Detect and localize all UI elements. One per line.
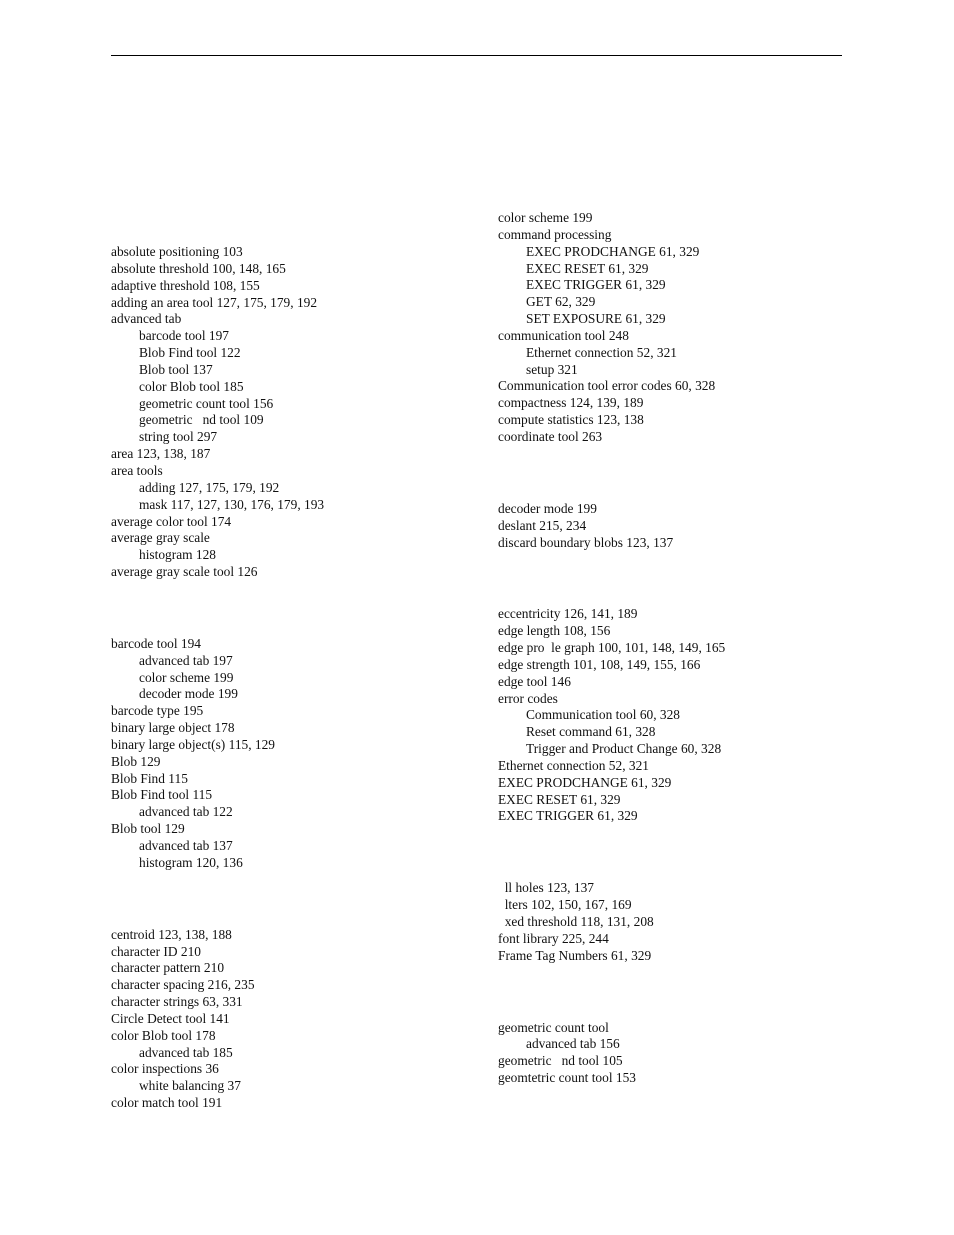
index-subentry: advanced tab 156 — [526, 1036, 620, 1052]
section-gap — [498, 965, 842, 1020]
index-entry: eccentricity 126, 141, 189 — [498, 606, 638, 622]
index-entry: communication tool 248 — [498, 327, 629, 343]
index-subentry: advanced tab 185 — [139, 1044, 233, 1060]
index-entry: compactness 124, 139, 189 — [498, 395, 644, 411]
index-entry: Blob Find tool 115 — [111, 787, 213, 803]
index-entry: color inspections 36 — [111, 1061, 219, 1077]
index-entry: edge length 108, 156 — [498, 623, 611, 639]
index-entry: Ethernet connection 52, 321 — [498, 757, 649, 773]
index-entry: edge pro le graph 100, 101, 148, 149, 165 — [498, 640, 726, 656]
index-subentry: color scheme 199 — [139, 669, 234, 685]
index-entry: adding an area tool 127, 175, 179, 192 — [111, 294, 318, 310]
index-column-right — [498, 210, 842, 1087]
index-subentry: Blob tool 137 — [139, 361, 213, 377]
index-subentry: EXEC PRODCHANGE 61, 329 — [526, 243, 700, 259]
section-gap — [111, 581, 471, 636]
index-entry: ll holes 123, 137 — [498, 880, 594, 896]
index-column-left — [111, 244, 471, 1112]
index-entry: geomtetric count tool 153 — [498, 1070, 636, 1086]
index-entry: character strings 63, 331 — [111, 994, 243, 1010]
index-entry: binary large object(s) 115, 129 — [111, 736, 275, 752]
index-entry: Blob 129 — [111, 753, 161, 769]
index-entry: EXEC PRODCHANGE 61, 329 — [498, 774, 672, 790]
index-subentry: string tool 297 — [139, 429, 218, 445]
index-entry: EXEC RESET 61, 329 — [498, 791, 621, 807]
index-subentry: Ethernet connection 52, 321 — [526, 344, 677, 360]
index-entry: error codes — [498, 690, 558, 706]
index-subentry: advanced tab 197 — [139, 652, 233, 668]
index-entry: EXEC TRIGGER 61, 329 — [498, 808, 638, 824]
index-subentry: geometric nd tool 109 — [139, 412, 264, 428]
section-gap — [498, 825, 842, 880]
index-subentry: advanced tab 137 — [139, 838, 233, 853]
index-entry: character spacing 216, 235 — [111, 977, 255, 993]
index-subentry: decoder mode 199 — [139, 686, 238, 702]
index-entry: decoder mode 199 — [498, 500, 597, 516]
index-subentry: mask 117, 127, 130, 176, 179, 193 — [139, 496, 325, 512]
index-subentry: geometric count tool 156 — [139, 395, 274, 411]
index-entry: advanced tab — [111, 311, 182, 327]
index-subentry: adding 127, 175, 179, 192 — [139, 479, 280, 495]
index-entry: geometric nd tool 105 — [498, 1053, 623, 1069]
index-entry: command processing — [498, 226, 612, 242]
index-entry: discard boundary blobs 123, 137 — [498, 534, 674, 550]
index-entry: geometric count tool — [498, 1019, 609, 1035]
index-entry: barcode tool 194 — [111, 635, 201, 651]
section-gap — [498, 551, 842, 606]
index-entry: area 123, 138, 187 — [111, 446, 211, 462]
index-entry: average gray scale tool 126 — [111, 564, 258, 580]
index-entry: color Blob tool 178 — [111, 1027, 216, 1043]
index-entry: adaptive threshold 108, 155 — [111, 277, 260, 293]
index-entry: Circle Detect tool 141 — [111, 1010, 230, 1026]
index-entry: coordinate tool 263 — [498, 428, 603, 444]
index-subentry: EXEC RESET 61, 329 — [526, 260, 649, 276]
index-subentry: advanced tab 122 — [139, 804, 233, 820]
index-subentry: histogram 120, 136 — [139, 854, 243, 870]
index-subentry: Blob Find tool 122 — [139, 345, 241, 361]
index-subentry: EXEC TRIGGER 61, 329 — [526, 277, 666, 293]
index-entry: character pattern 210 — [111, 960, 225, 976]
index-entry: edge strength 101, 108, 149, 155, 166 — [498, 656, 701, 672]
index-subentry: white balancing 37 — [139, 1078, 241, 1094]
index-entry: color match tool 191 — [111, 1095, 223, 1111]
index-subentry: color Blob tool 185 — [139, 378, 244, 394]
section-gap — [498, 446, 842, 501]
index-entry: Communication tool error codes 60, 328 — [498, 378, 716, 394]
index-entry: edge tool 146 — [498, 673, 571, 689]
index-subentry: GET 62, 329 — [526, 294, 596, 310]
index-entry: compute statistics 123, 138 — [498, 412, 644, 428]
index-subentry: Communication tool 60, 328 — [526, 707, 680, 723]
index-entry: absolute threshold 100, 148, 165 — [111, 260, 286, 276]
header-rule — [111, 55, 842, 56]
index-entry: Frame Tag Numbers 61, 329 — [498, 947, 652, 963]
index-entry: centroid 123, 138, 188 — [111, 926, 232, 942]
index-entry: area tools — [111, 462, 163, 478]
index-entry: xed threshold 118, 131, 208 — [498, 914, 654, 929]
index-entry: deslant 215, 234 — [498, 517, 587, 533]
index-entry: character ID 210 — [111, 943, 201, 959]
section-gap — [111, 872, 471, 927]
index-entry: color scheme 199 — [498, 210, 593, 225]
index-subentry: histogram 128 — [139, 547, 216, 563]
index-subentry: Reset command 61, 328 — [526, 724, 656, 740]
index-entry: font library 225, 244 — [498, 930, 609, 946]
index-entry: average color tool 174 — [111, 513, 232, 529]
index-subentry: SET EXPOSURE 61, 329 — [526, 311, 666, 327]
index-entry: absolute positioning 103 — [111, 244, 243, 259]
index-entry: binary large object 178 — [111, 720, 235, 736]
index-entry: average gray scale — [111, 530, 210, 546]
index-entry: Blob tool 129 — [111, 821, 185, 837]
index-entry: lters 102, 150, 167, 169 — [498, 897, 632, 913]
index-subentry: barcode tool 197 — [139, 328, 229, 344]
index-entry: barcode type 195 — [111, 703, 204, 719]
index-subentry: Trigger and Product Change 60, 328 — [526, 741, 722, 757]
index-subentry: setup 321 — [526, 361, 578, 377]
index-entry: Blob Find 115 — [111, 770, 188, 786]
